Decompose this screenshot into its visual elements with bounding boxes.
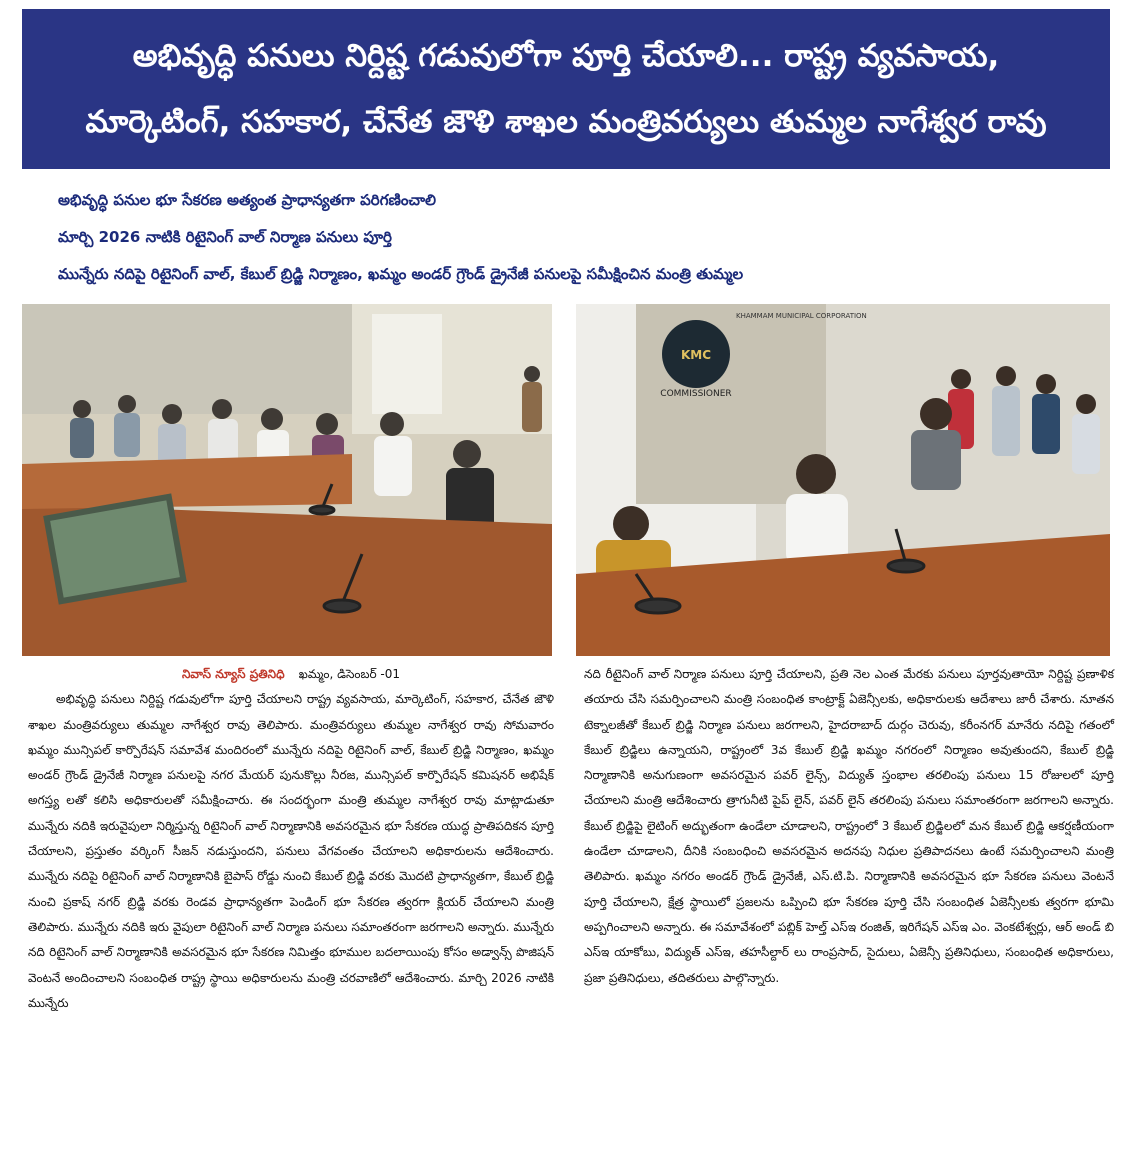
meeting-photo-right — [576, 304, 1110, 656]
byline-reporter: నివాస్ న్యూస్ ప్రతినిధి — [182, 667, 285, 681]
byline-place-date: ఖమ్మం, డిసెంబర్ -01 — [298, 667, 400, 681]
subheadline-1: అభివృద్ధి పనుల భూ సేకరణ అత్యంత ప్రాధాన్యతగా పరిగణించాలి — [58, 191, 436, 209]
article-column-left — [28, 662, 554, 1016]
subheadline-3: మున్నేరు నదిపై రిటైనింగ్ వాల్, కేబుల్ బ్రిడ్జి నిర్మాణం, ఖమ్మం అండర్ గ్రౌండ్ డ్రైనేజీ పనులపై సమీక్షించిన మంత్రి తుమ్మల — [58, 265, 744, 283]
subheadlines — [58, 182, 1118, 293]
subheadline-2: మార్చి 2026 నాటికి రిటైనింగ్ వాల్ నిర్మాణ పనులు పూర్తి — [58, 228, 392, 246]
headline-banner — [22, 9, 1110, 169]
headline-line-2: మార్కెటింగ్, సహకార, చేనేత జౌళి శాఖల మంత్రివర్యులు తుమ్మల నాగేశ్వర రావు — [85, 104, 1047, 140]
article-text-right: నది రీటైనింగ్ వాల్ నిర్మాణ పనులు పూర్తి చేయాలని, ప్రతి నెల ఎంత మేరకు పనులు పూర్తవుతాయో నిర్దిష్ట ప్రణాళిక తయారు చేసి సమర్పించాలని మంత్రి సంబంధిత కాంట్రాక్ట్ ఏజెన్సీలకు, అధికారులకు ఆదేశాలు జారీ చేశారు. నూతన టెక్నాలజీతో కేబుల్ బ్రిడ్జి నిర్మాణ పనులు జరగాలని, హైదరాబాద్ దుర్గం చెరువు, కరీంనగర్ మానేరు నదిపై గతంలో కేబుల్ బ్రిడ్జిలు ఉన్నాయని, రాష్ట్రంలో 3వ కేబుల్ బ్రిడ్జి ఖమ్మం నగరంలో నిర్మాణం అవుతుందని, కేబుల్ బ్రిడ్జి నిర్మాణానికి అనుగుణంగా అవసరమైన పవర్ లైన్స్, విద్యుత్ స్తంభాల తరలింపు పనులు 15 రోజులలో పూర్తి చేయాలని మంత్రి ఆదేశించారు త్రాగునీటి పైప్ లైన్, పవర్ లైన్ తరలింపు పనులు సమాంతరంగా జరగాలని అన్నారు. కేబుల్ బ్రిడ్జిపై లైటింగ్ అద్భుతంగా ఉండేలా చూడాలని, రాష్ట్రంలో 3 కేబుల్ బ్రిడ్జిలలో మన కేబుల్ బ్రిడ్జి ఆకర్షణీయంగా ఉండేలా చూడాలని, దీనికి సంబంధించి అవసరమైన అదనపు నిధుల ప్రతిపాదనలు ఉంటే సమర్పించాలని మంత్రి తెలిపారు. ఖమ్మం నగరం అండర్ గ్రౌండ్ డ్రైనేజీ, ఎస్.టి.పి. నిర్మాణానికి అవసరమైన భూ సేకరణ పనులు వెంటనే పూర్తి చేయాలని, క్షేత్ర స్థాయిలో ప్రజలను ఒప్పించి భూ సేకరణ పూర్తి చేసి సంబంధిత ఏజెన్సీలకు త్వరగా భూమి అప్పగించాలని అన్నారు. ఈ సమావేశంలో పబ్లిక్ హెల్త్ ఎస్ఇ రంజిత్, ఇరిగేషన్ ఎస్ఇ ఎం. వెంకటేశ్వర్లు, ఆర్ అండ్ బి ఎస్ఇ యాకోబు, విద్యుత్ ఎస్ఇ, తహసీల్దార్ లు రాంప్రసాద్, సైదులు, ఏజెన్సీ ప్రతినిధులు, సంబంధిత అధికారులు, ప్రజా ప్రతినిధులు, తదితరులు పాల్గొన్నారు. — [584, 667, 1114, 985]
headline-line-1: అభివృద్ధి పనులు నిర్దిష్ట గడువులోగా పూర్తి చేయాలి... రాష్ట్ర వ్యవసాయ, — [132, 38, 1000, 74]
article-column-right — [584, 662, 1114, 991]
meeting-photo-left — [22, 304, 552, 656]
svg-text:KHAMMAM MUNICIPAL CORPORATION: KHAMMAM MUNICIPAL CORPORATION — [736, 312, 867, 320]
svg-text:COMMISSIONER: COMMISSIONER — [660, 389, 732, 399]
article-text-left: అభివృద్ధి పనులు నిర్దిష్ట గడువులోగా పూర్తి చేయాలని రాష్ట్ర వ్యవసాయ, మార్కెటింగ్, సహకార, చేనేత జౌళి శాఖల మంత్రివర్యులు తుమ్మల నాగేశ్వర రావు తెలిపారు. మంత్రివర్యులు తుమ్మల నాగేశ్వర రావు సోమవారం ఖమ్మం మున్సిపల్ కార్పొరేషన్ సమావేశ మందిరంలో మున్నేరు నదిపై రిటైనింగ్ వాల్, కేబుల్ బ్రిడ్జి నిర్మాణం, ఖమ్మం అండర్ గ్రౌండ్ డ్రైనేజీ నిర్మాణ పనులపై నగర మేయర్ పునుకొల్లు నీరజ, మున్సిపల్ కార్పొరేషన్ కమిషనర్ అభిషేక్ అగస్త్య లతో కలిసి అధికారులతో సమీక్షించారు. ఈ సందర్భంగా మంత్రి తుమ్మల నాగేశ్వర రావు మాట్లాడుతూ మున్నేరు నదికి ఇరువైపులా నిర్మిస్తున్న రిటైనింగ్ వాల్ నిర్మాణానికి అవసరమైన భూ సేకరణ యుద్ధ ప్రాతిపదికన పూర్తి చేయాలని, ప్రస్తుతం వర్కింగ్ సీజన్ నడుస్తుందని, పనులు వేగవంతం చేయాలని అధికారులను ఆదేశించారు. మున్నేరు నదిపై రిటైనింగ్ వాల్ నిర్మాణానికి బైపాస్ రోడ్డు నుంచి కేబుల్ బ్రిడ్జి వరకు మొదటి ప్రాధాన్యతగా, కేబుల్ బ్రిడ్జి నుంచి ప్రకాష్ నగర్ బ్రిడ్జి వరకు రెండవ ప్రాధాన్యతగా పెండింగ్ భూ సేకరణ త్వరగా క్లియర్ చేయాలని మంత్రి తెలిపారు. మున్నేరు నదికి ఇరు వైపులా రిటైనింగ్ వాల్ నిర్మాణ పనులు సమాంతరంగా జరగాలని అన్నారు. మున్నేరు నది రిటైనింగ్ వాల్ నిర్మాణానికి అవసరమైన భూ సేకరణ నిమిత్తం భూముల బదలాయింపు కోసం అడ్వాన్స్ పొజిషన్ వెంటనే అందించాలని సంబంధిత రాష్ట్ర స్థాయి అధికారులను మంత్రి చరవాణిలో ఆదేశించారు. మార్చి 2026 నాటికి మున్నేరు — [28, 692, 554, 1010]
svg-text:KMC: KMC — [680, 348, 712, 362]
byline — [28, 662, 554, 687]
